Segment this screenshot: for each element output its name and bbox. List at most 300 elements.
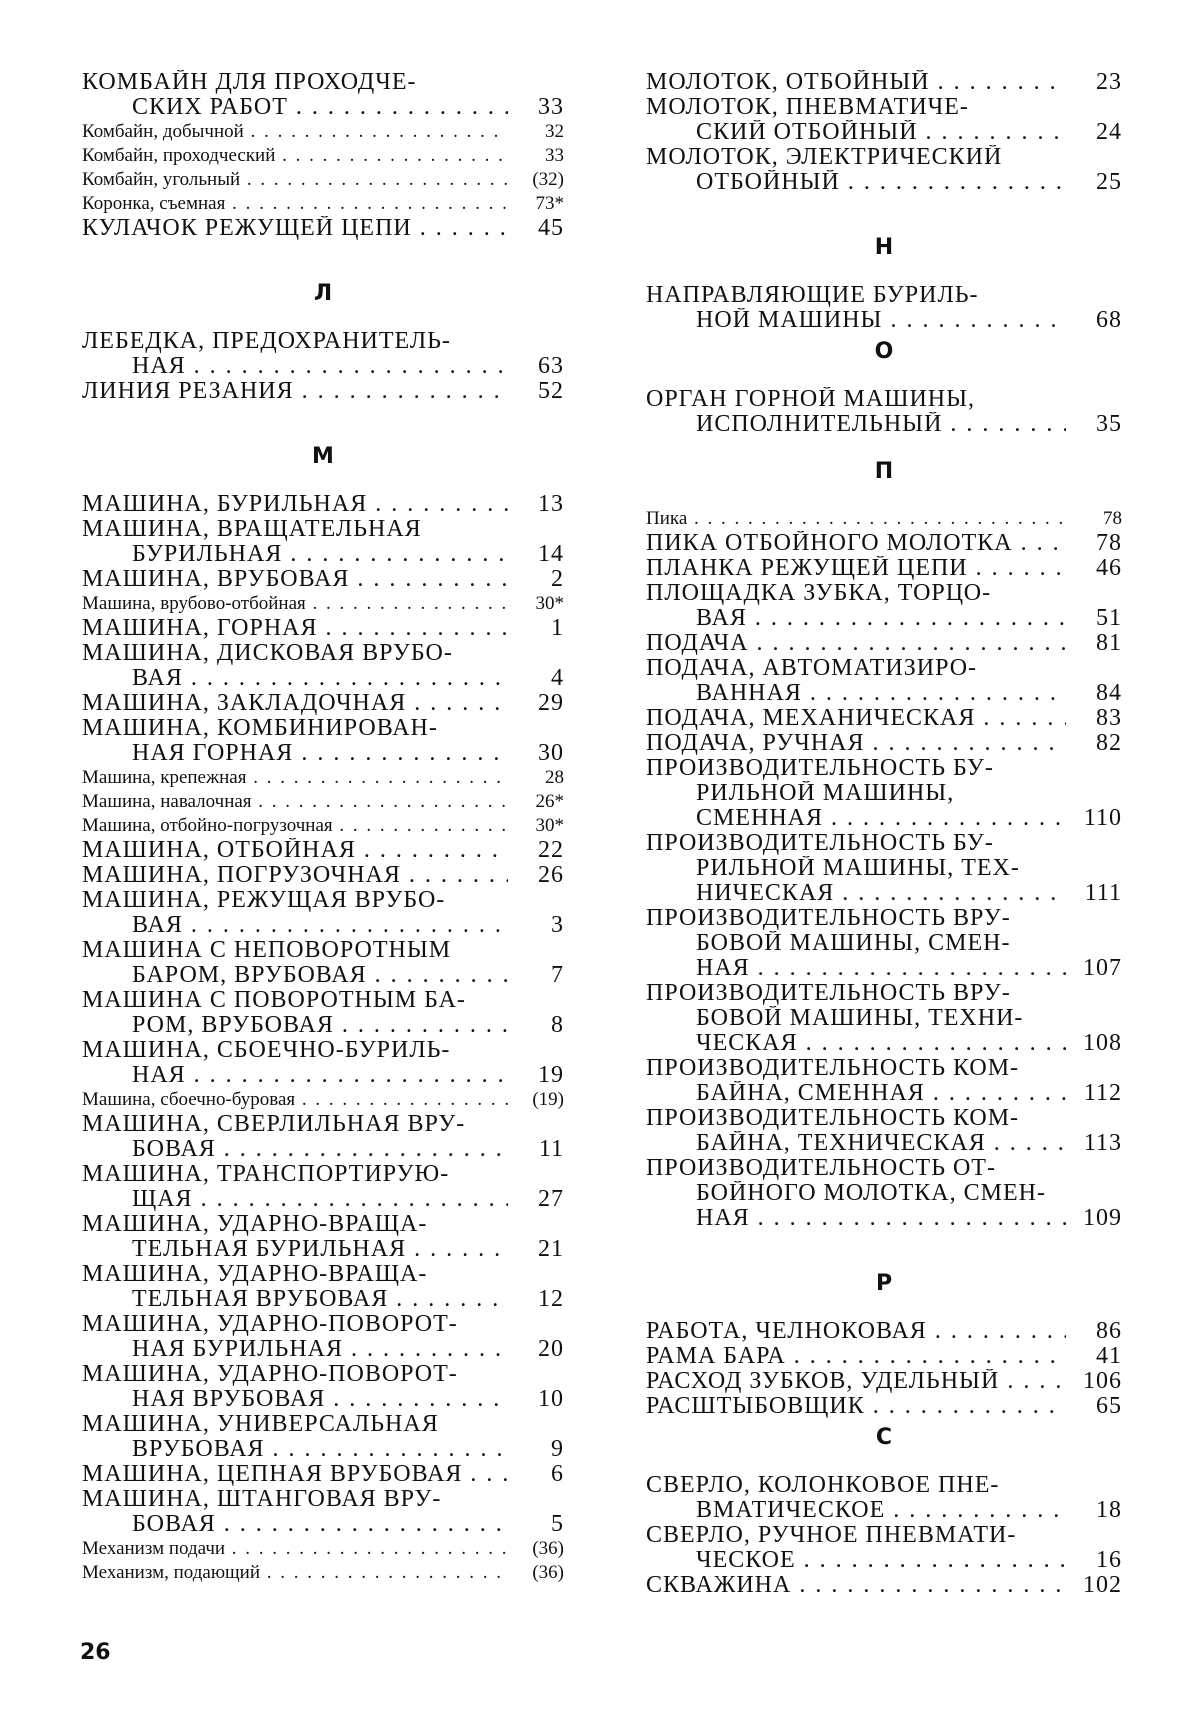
page-reference: 23: [1096, 69, 1122, 95]
index-term: [82, 1038, 508, 1088]
index-entry: [82, 329, 564, 379]
page-reference: 112: [1083, 1080, 1122, 1106]
section-letter-heading: Л: [313, 281, 333, 306]
page-reference: 25: [1096, 169, 1122, 195]
page-reference: 12: [538, 1286, 564, 1312]
page-reference: 84: [1096, 680, 1122, 706]
page-reference: 78: [1103, 508, 1122, 529]
index-term: [82, 1212, 508, 1262]
index-term-line: Машина, отбойно-погрузочная . . .: [82, 814, 508, 838]
page-reference: 35: [1096, 411, 1122, 437]
index-term-line: НАЯ БУРИЛЬНАЯ . . .: [82, 1337, 508, 1362]
index-column-right: [646, 70, 1122, 1598]
page-reference: 5: [551, 1511, 564, 1537]
index-entry: [82, 1112, 564, 1162]
index-term: [82, 988, 508, 1038]
index-term: [646, 387, 1066, 437]
index-entry: [646, 507, 1122, 531]
page-reference: 86: [1096, 1318, 1122, 1344]
index-term-line: НАЯ . . .: [82, 1063, 508, 1088]
index-term-line: Машина, врубово-отбойная . . .: [82, 592, 508, 616]
index-entry: [82, 168, 564, 192]
index-term-line: Машина, крепежная . . .: [82, 766, 508, 790]
index-term: [646, 1394, 1066, 1419]
index-term-line: НАЯ . . .: [646, 1206, 1066, 1231]
index-entry: [646, 731, 1122, 756]
index-entry: [646, 1573, 1122, 1598]
index-entry: [646, 531, 1122, 556]
index-term-line: ПРОИЗВОДИТЕЛЬНОСТЬ КОМ-: [646, 1106, 1020, 1131]
index-term: [82, 1112, 508, 1162]
page-reference: 10: [538, 1386, 564, 1412]
index-term-line: МАШИНА, РЕЖУЩАЯ ВРУБО-: [82, 888, 446, 913]
index-entry: [646, 1369, 1122, 1394]
index-term-line: МАШИНА, УДАРНО-ПОВОРОТ-: [82, 1312, 458, 1337]
page-reference: 52: [538, 378, 564, 404]
index-term: [82, 517, 508, 567]
page-reference: (36): [532, 1538, 564, 1559]
index-term-line: ПРОИЗВОДИТЕЛЬНОСТЬ ВРУ-: [646, 906, 1011, 931]
index-column-left: [82, 70, 564, 1585]
index-term: [646, 1473, 1066, 1523]
section-letter-heading: Р: [875, 1271, 893, 1296]
index-term: [646, 756, 1066, 831]
index-entry: [82, 1312, 564, 1362]
page-reference: 110: [1083, 805, 1122, 831]
section-gap: [82, 241, 564, 275]
index-term: [82, 1462, 508, 1487]
section-gap: [646, 195, 1122, 229]
index-term: [646, 631, 1066, 656]
page-reference: 83: [1096, 705, 1122, 731]
index-entry: [646, 1394, 1122, 1419]
index-term: [646, 831, 1066, 906]
index-term-line: БАЙНА, ТЕХНИЧЕСКАЯ . . .: [646, 1131, 1066, 1156]
index-term: [82, 379, 508, 404]
page-reference: 24: [1096, 119, 1122, 145]
index-term-line: ПРОИЗВОДИТЕЛЬНОСТЬ БУ-: [646, 831, 994, 856]
index-term-line: СВЕРЛО, КОЛОНКОВОЕ ПНЕ-: [646, 1473, 1000, 1498]
page-reference: 19: [538, 1062, 564, 1088]
index-term: [82, 1162, 508, 1212]
index-term: [82, 1312, 508, 1362]
index-term-line: Механизм подачи . . .: [82, 1537, 508, 1561]
page-reference: 102: [1083, 1572, 1122, 1598]
index-term-line: НАПРАВЛЯЮЩИЕ БУРИЛЬ-: [646, 283, 979, 308]
index-term: [82, 144, 508, 168]
index-term-line: ВАЯ . . .: [82, 913, 508, 938]
index-term: [646, 1344, 1066, 1369]
index-term-line: СМЕННАЯ . . .: [646, 806, 1066, 831]
page-reference: (32): [532, 169, 564, 190]
index-entry: [82, 641, 564, 691]
index-term: [646, 981, 1066, 1056]
page-reference: 2: [551, 566, 564, 592]
index-term-line: ЧЕСКАЯ . . .: [646, 1031, 1066, 1056]
index-term-line: БОВАЯ . . .: [82, 1137, 508, 1162]
index-term-line: Пика . . .: [646, 507, 1066, 531]
index-entry: [646, 556, 1122, 581]
index-term-line: МОЛОТОК, ПНЕВМАТИЧЕ-: [646, 95, 969, 120]
index-term: [82, 1362, 508, 1412]
index-term-line: МАШИНА, ОТБОЙНАЯ . . .: [82, 838, 508, 863]
index-term: [646, 1056, 1066, 1106]
index-term-line: ЛЕБЕДКА, ПРЕДОХРАНИТЕЛЬ-: [82, 329, 451, 354]
index-term-line: БАРОМ, ВРУБОВАЯ . . .: [82, 963, 508, 988]
index-term: [82, 938, 508, 988]
index-term: [82, 814, 508, 838]
index-term: [82, 1561, 508, 1585]
page-reference: 73*: [535, 193, 564, 214]
index-term: [82, 616, 508, 641]
index-entry: [646, 831, 1122, 906]
index-term: [82, 691, 508, 716]
section-letter-heading: О: [874, 339, 894, 364]
index-term: [646, 283, 1066, 333]
section-letter-heading: М: [312, 444, 334, 469]
index-term-line: РАСШТЫБОВЩИК . . .: [646, 1394, 1066, 1419]
index-entry: [82, 1412, 564, 1462]
index-term: [82, 863, 508, 888]
index-term: [646, 1319, 1066, 1344]
index-term: [82, 567, 508, 592]
page-reference: 20: [538, 1336, 564, 1362]
index-term-line: СКВАЖИНА . . .: [646, 1573, 1066, 1598]
index-term: [82, 766, 508, 790]
index-entry: [646, 1523, 1122, 1573]
index-term: [646, 1523, 1066, 1573]
index-term-line: МАШИНА, ШТАНГОВАЯ ВРУ-: [82, 1487, 442, 1512]
index-term-line: ПОДАЧА, МЕХАНИЧЕСКАЯ . . .: [646, 706, 1066, 731]
index-term: [646, 1156, 1066, 1231]
page-reference: (19): [532, 1089, 564, 1110]
index-entry: [82, 716, 564, 766]
page-reference: 81: [1096, 630, 1122, 656]
index-entry: [646, 581, 1122, 631]
index-entry: [82, 120, 564, 144]
index-term-line: ОТБОЙНЫЙ . . .: [646, 170, 1066, 195]
index-entry: [646, 1473, 1122, 1523]
index-entry: [82, 492, 564, 517]
index-entry: [646, 1344, 1122, 1369]
index-term: [82, 1487, 508, 1537]
index-term-line: РИЛЬНОЙ МАШИНЫ, ТЕХ-: [696, 856, 1020, 881]
page-reference: 18: [1096, 1497, 1122, 1523]
index-term-line: Коронка, съемная . . .: [82, 192, 508, 216]
page-reference: 109: [1083, 1205, 1122, 1231]
section-gap: [82, 476, 564, 492]
index-term-line: НОЙ МАШИНЫ . . .: [646, 308, 1066, 333]
index-term-line: РИЛЬНОЙ МАШИНЫ,: [696, 781, 955, 806]
page-reference: 4: [551, 665, 564, 691]
index-term-line: МАШИНА, ВРАЩАТЕЛЬНАЯ: [82, 517, 422, 542]
index-term-line: МАШИНА, БУРИЛЬНАЯ . . .: [82, 492, 508, 517]
index-term-line: ПОДАЧА . . .: [646, 631, 1066, 656]
index-entry: [646, 283, 1122, 333]
index-term: [646, 1106, 1066, 1156]
page-reference: 33: [545, 145, 564, 166]
page-reference: 106: [1083, 1368, 1122, 1394]
index-entry: [646, 706, 1122, 731]
index-term-line: Механизм, подающий . . .: [82, 1561, 508, 1585]
index-entry: [82, 1462, 564, 1487]
index-term-line: ЩАЯ . . .: [82, 1187, 508, 1212]
section-gap: [82, 404, 564, 438]
page-reference: 65: [1096, 1393, 1122, 1419]
index-entry: [82, 379, 564, 404]
index-term-line: ПОДАЧА, АВТОМАТИЗИРО-: [646, 656, 978, 681]
index-entry: [82, 216, 564, 241]
index-entry: [646, 70, 1122, 95]
section-gap: [646, 437, 1122, 453]
index-term-line: МАШИНА, ВРУБОВАЯ . . .: [82, 567, 508, 592]
index-term: [82, 216, 508, 241]
page-reference: 29: [538, 690, 564, 716]
index-term-line: КОМБАЙН ДЛЯ ПРОХОДЧЕ-: [82, 70, 417, 95]
page-reference: 3: [551, 912, 564, 938]
page-reference: 26: [538, 862, 564, 888]
page-reference: 22: [538, 837, 564, 863]
section-gap: [646, 1457, 1122, 1473]
index-entry: [82, 592, 564, 616]
index-entry: [82, 863, 564, 888]
index-term-line: Машина, навалочная . . .: [82, 790, 508, 814]
index-term: [82, 492, 508, 517]
page-reference: 108: [1083, 1030, 1122, 1056]
page-reference: 11: [538, 1136, 564, 1162]
index-term-line: МАШИНА, УНИВЕРСАЛЬНАЯ: [82, 1412, 439, 1437]
index-term-line: МАШИНА, ТРАНСПОРТИРУЮ-: [82, 1162, 450, 1187]
index-term-line: МОЛОТОК, ОТБОЙНЫЙ . . .: [646, 70, 1066, 95]
index-entry: [82, 1537, 564, 1561]
index-entry: [646, 145, 1122, 195]
section-gap: [646, 1303, 1122, 1319]
index-term-line: ИСПОЛНИТЕЛЬНЫЙ . . .: [646, 412, 1066, 437]
index-entry: [646, 1156, 1122, 1231]
index-entry: [82, 144, 564, 168]
index-term-line: ПРОИЗВОДИТЕЛЬНОСТЬ ОТ-: [646, 1156, 996, 1181]
index-term: [646, 706, 1066, 731]
section-gap: [82, 313, 564, 329]
index-entry: [646, 981, 1122, 1056]
index-term-line: НАЯ ВРУБОВАЯ . . .: [82, 1387, 508, 1412]
index-term: [82, 168, 508, 192]
index-entry: [646, 906, 1122, 981]
index-term: [82, 716, 508, 766]
page-reference: 32: [545, 121, 564, 142]
section-gap: [646, 491, 1122, 507]
index-entry: [82, 616, 564, 641]
index-entry: [82, 838, 564, 863]
index-entry: [646, 756, 1122, 831]
index-term-line: СВЕРЛО, РУЧНОЕ ПНЕВМАТИ-: [646, 1523, 1017, 1548]
index-term-line: МОЛОТОК, ЭЛЕКТРИЧЕСКИЙ: [646, 145, 1003, 170]
index-entry: [82, 1088, 564, 1112]
index-term: [82, 1412, 508, 1462]
index-term-line: ПРОИЗВОДИТЕЛЬНОСТЬ БУ-: [646, 756, 994, 781]
index-term-line: НИЧЕСКАЯ . . .: [646, 881, 1066, 906]
index-entry: [82, 1362, 564, 1412]
page-reference: 78: [1096, 530, 1122, 556]
index-term-line: РАБОТА, ЧЕЛНОКОВАЯ . . .: [646, 1319, 1066, 1344]
index-entry: [82, 888, 564, 938]
index-term: [82, 592, 508, 616]
page-reference: (36): [532, 1562, 564, 1583]
index-entry: [82, 938, 564, 988]
page-reference: 33: [538, 94, 564, 120]
index-entry: [646, 387, 1122, 437]
index-entry: [82, 988, 564, 1038]
index-term-line: МАШИНА, ДИСКОВАЯ ВРУБО-: [82, 641, 453, 666]
index-term: [82, 70, 508, 120]
index-term-line: РАСХОД ЗУБКОВ, УДЕЛЬНЫЙ . . .: [646, 1369, 1066, 1394]
index-entry: [82, 1162, 564, 1212]
index-term: [646, 531, 1066, 556]
page-reference: 27: [538, 1186, 564, 1212]
index-term-line: ЧЕСКОЕ . . .: [646, 1548, 1066, 1573]
page-reference: 28: [545, 767, 564, 788]
index-term-line: Комбайн, проходческий . . .: [82, 144, 508, 168]
index-term-line: КУЛАЧОК РЕЖУЩЕЙ ЦЕПИ . . .: [82, 216, 508, 241]
index-term-line: МАШИНА С НЕПОВОРОТНЫМ: [82, 938, 452, 963]
index-term: [82, 120, 508, 144]
index-term-line: Комбайн, угольный . . .: [82, 168, 508, 192]
page-reference: 30*: [535, 815, 564, 836]
index-term-line: ВРУБОВАЯ . . .: [82, 1437, 508, 1462]
index-term: [82, 1262, 508, 1312]
page-reference: 1: [551, 615, 564, 641]
index-entry: [82, 70, 564, 120]
page-reference: 111: [1084, 880, 1122, 906]
index-term-line: Машина, сбоечно-буровая . . .: [82, 1088, 508, 1112]
index-term: [82, 329, 508, 379]
page-reference: 63: [538, 353, 564, 379]
index-entry: [82, 1212, 564, 1262]
index-term: [82, 790, 508, 814]
section-gap: [646, 267, 1122, 283]
index-term-line: МАШИНА, КОМБИНИРОВАН-: [82, 716, 438, 741]
index-entry: [82, 814, 564, 838]
page-reference: 41: [1096, 1343, 1122, 1369]
page-reference: 7: [551, 962, 564, 988]
page-reference: 46: [1096, 555, 1122, 581]
index-term-line: МАШИНА, СБОЕЧНО-БУРИЛЬ-: [82, 1038, 451, 1063]
index-term: [646, 507, 1066, 531]
index-entry: [82, 192, 564, 216]
index-term: [646, 95, 1066, 145]
index-term-line: БУРИЛЬНАЯ . . .: [82, 542, 508, 567]
index-entry: [646, 1106, 1122, 1156]
index-term: [82, 1537, 508, 1561]
index-term-line: ТЕЛЬНАЯ ВРУБОВАЯ . . .: [82, 1287, 508, 1312]
index-term: [646, 656, 1066, 706]
page-reference: 30*: [535, 593, 564, 614]
section-gap: [646, 1231, 1122, 1265]
index-term-line: СКИХ РАБОТ . . .: [82, 95, 508, 120]
index-term-line: РОМ, ВРУБОВАЯ . . .: [82, 1013, 508, 1038]
index-term-line: ПЛАНКА РЕЖУЩЕЙ ЦЕПИ . . .: [646, 556, 1066, 581]
index-term: [646, 731, 1066, 756]
index-term-line: НАЯ . . .: [82, 354, 508, 379]
index-term-line: МАШИНА, ЗАКЛАДОЧНАЯ . . .: [82, 691, 508, 716]
index-entry: [82, 1561, 564, 1585]
page-reference: 13: [538, 491, 564, 517]
index-term-line: МАШИНА, УДАРНО-ВРАЩА-: [82, 1212, 428, 1237]
index-term: [82, 1088, 508, 1112]
index-term-line: ВМАТИЧЕСКОЕ . . .: [646, 1498, 1066, 1523]
index-entry: [646, 95, 1122, 145]
index-term-line: БОЙНОГО МОЛОТКА, СМЕН-: [696, 1181, 1046, 1206]
page-reference: 14: [538, 541, 564, 567]
page-number: 26: [80, 1640, 111, 1665]
index-term-line: ВАЯ . . .: [646, 606, 1066, 631]
index-term-line: ПОДАЧА, РУЧНАЯ . . .: [646, 731, 1066, 756]
index-term: [646, 1573, 1066, 1598]
index-term-line: ОРГАН ГОРНОЙ МАШИНЫ,: [646, 387, 976, 412]
index-term: [82, 838, 508, 863]
page-reference: 8: [551, 1012, 564, 1038]
index-term-line: БОВАЯ . . .: [82, 1512, 508, 1537]
index-term: [646, 906, 1066, 981]
index-term: [646, 1369, 1066, 1394]
index-term-line: МАШИНА, ПОГРУЗОЧНАЯ . . .: [82, 863, 508, 888]
index-term-line: РАМА БАРА . . .: [646, 1344, 1066, 1369]
section-gap: [646, 371, 1122, 387]
section-letter-heading: С: [875, 1425, 893, 1450]
index-entry: [646, 656, 1122, 706]
index-term-line: ВАННАЯ . . .: [646, 681, 1066, 706]
index-term-line: НАЯ . . .: [646, 956, 1066, 981]
page-reference: 30: [538, 740, 564, 766]
index-term-line: Комбайн, добычной . . .: [82, 120, 508, 144]
index-term-line: МАШИНА, ГОРНАЯ . . .: [82, 616, 508, 641]
page-reference: 16: [1096, 1547, 1122, 1573]
index-entry: [82, 1487, 564, 1537]
index-entry: [82, 567, 564, 592]
index-term-line: ПЛОЩАДКА ЗУБКА, ТОРЦО-: [646, 581, 992, 606]
index-term-line: ТЕЛЬНАЯ БУРИЛЬНАЯ . . .: [82, 1237, 508, 1262]
index-term: [82, 641, 508, 691]
index-entry: [82, 790, 564, 814]
index-term: [646, 556, 1066, 581]
index-entry: [646, 1319, 1122, 1344]
page-reference: 9: [551, 1436, 564, 1462]
index-entry: [82, 766, 564, 790]
index-entry: [646, 631, 1122, 656]
index-term-line: МАШИНА, УДАРНО-ВРАЩА-: [82, 1262, 428, 1287]
index-term-line: БАЙНА, СМЕННАЯ . . .: [646, 1081, 1066, 1106]
index-term-line: ЛИНИЯ РЕЗАНИЯ . . .: [82, 379, 508, 404]
page-reference: 45: [538, 215, 564, 241]
index-entry: [646, 1056, 1122, 1106]
index-entry: [82, 1038, 564, 1088]
index-term: [646, 145, 1066, 195]
index-entry: [82, 517, 564, 567]
page-reference: 21: [538, 1236, 564, 1262]
section-letter-heading: П: [874, 459, 894, 484]
page-reference: 6: [551, 1461, 564, 1487]
index-term: [646, 581, 1066, 631]
index-term-line: МАШИНА, ЦЕПНАЯ ВРУБОВАЯ . . .: [82, 1462, 508, 1487]
index-term: [82, 192, 508, 216]
index-entry: [82, 1262, 564, 1312]
index-term-line: МАШИНА, УДАРНО-ПОВОРОТ-: [82, 1362, 458, 1387]
index-entry: [82, 691, 564, 716]
page-reference: 51: [1096, 605, 1122, 631]
index-term-line: СКИЙ ОТБОЙНЫЙ . . .: [646, 120, 1066, 145]
index-term-line: БОВОЙ МАШИНЫ, СМЕН-: [696, 931, 1011, 956]
index-term-line: МАШИНА, СВЕРЛИЛЬНАЯ ВРУ-: [82, 1112, 466, 1137]
